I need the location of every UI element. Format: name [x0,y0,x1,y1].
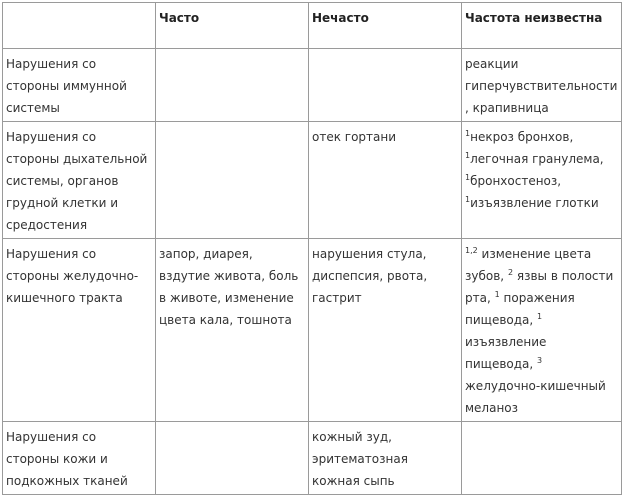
unknown-cell [462,239,622,422]
often-cell [156,49,309,122]
adverse-effects-table-container [2,2,622,495]
system-cell: Нарушения со стороны желудочно-кишечного тракта [3,239,156,422]
effect-text: бронхостеноз, [470,174,562,188]
effect-text: реакции гиперчувствительности, крапивница [465,57,618,115]
effect-text: некроз бронхов, [470,130,574,144]
effect-text: язвы в полости рта, [465,269,614,305]
footnote-ref: 1 [465,173,471,182]
often-cell [156,122,309,239]
effect-text: изъязвление глотки [470,196,599,210]
uncommon-cell: отек гортани [309,122,462,239]
footnote-ref: 3 [537,356,543,365]
uncommon-cell: кожный зуд, эритематозная кожная сыпь [309,422,462,495]
footnote-ref: 1,2 [465,246,478,255]
system-cell: Нарушения со стороны дыхательной системы, органов грудной клетки и средостения [3,122,156,239]
often-cell: запор, диарея, вздутие живота, боль в животе, изменение цвета кала, тошнота [156,239,309,422]
often-cell [156,422,309,495]
effect-text: поражения пищевода, [465,291,575,327]
header-uncommon: Нечасто [309,3,462,49]
effect-text: легочная гранулема, [470,152,604,166]
footnote-ref: 1 [465,195,471,204]
effect-text: изменение цвета зубов, [465,247,592,283]
effect-text: желудочно-кишечный меланоз [465,379,606,415]
table-row [3,49,622,122]
system-cell: Нарушения со стороны кожи и подкожных тканей [3,422,156,495]
footnote-ref: 1 [465,129,471,138]
effect-text: изъязвление пищевода, [465,335,547,371]
footnote-ref: 1 [537,312,543,321]
adverse-effects-table [2,2,622,495]
unknown-cell [462,422,622,495]
unknown-cell [462,49,622,122]
header-unknown: Частота неизвестна [462,3,622,49]
system-cell: Нарушения со стороны иммунной системы [3,49,156,122]
footnote-ref: 1 [494,290,500,299]
footnote-ref: 2 [507,268,514,277]
unknown-cell [462,122,622,239]
header-often: Часто [156,3,309,49]
table-row [3,122,622,239]
footnote-ref: 1 [465,151,471,160]
table-row [3,239,622,422]
table-row [3,422,622,495]
header-system [3,3,156,49]
uncommon-cell [309,49,462,122]
header-row [3,3,622,49]
uncommon-cell: нарушения стула, диспепсия, рвота, гастрит [309,239,462,422]
